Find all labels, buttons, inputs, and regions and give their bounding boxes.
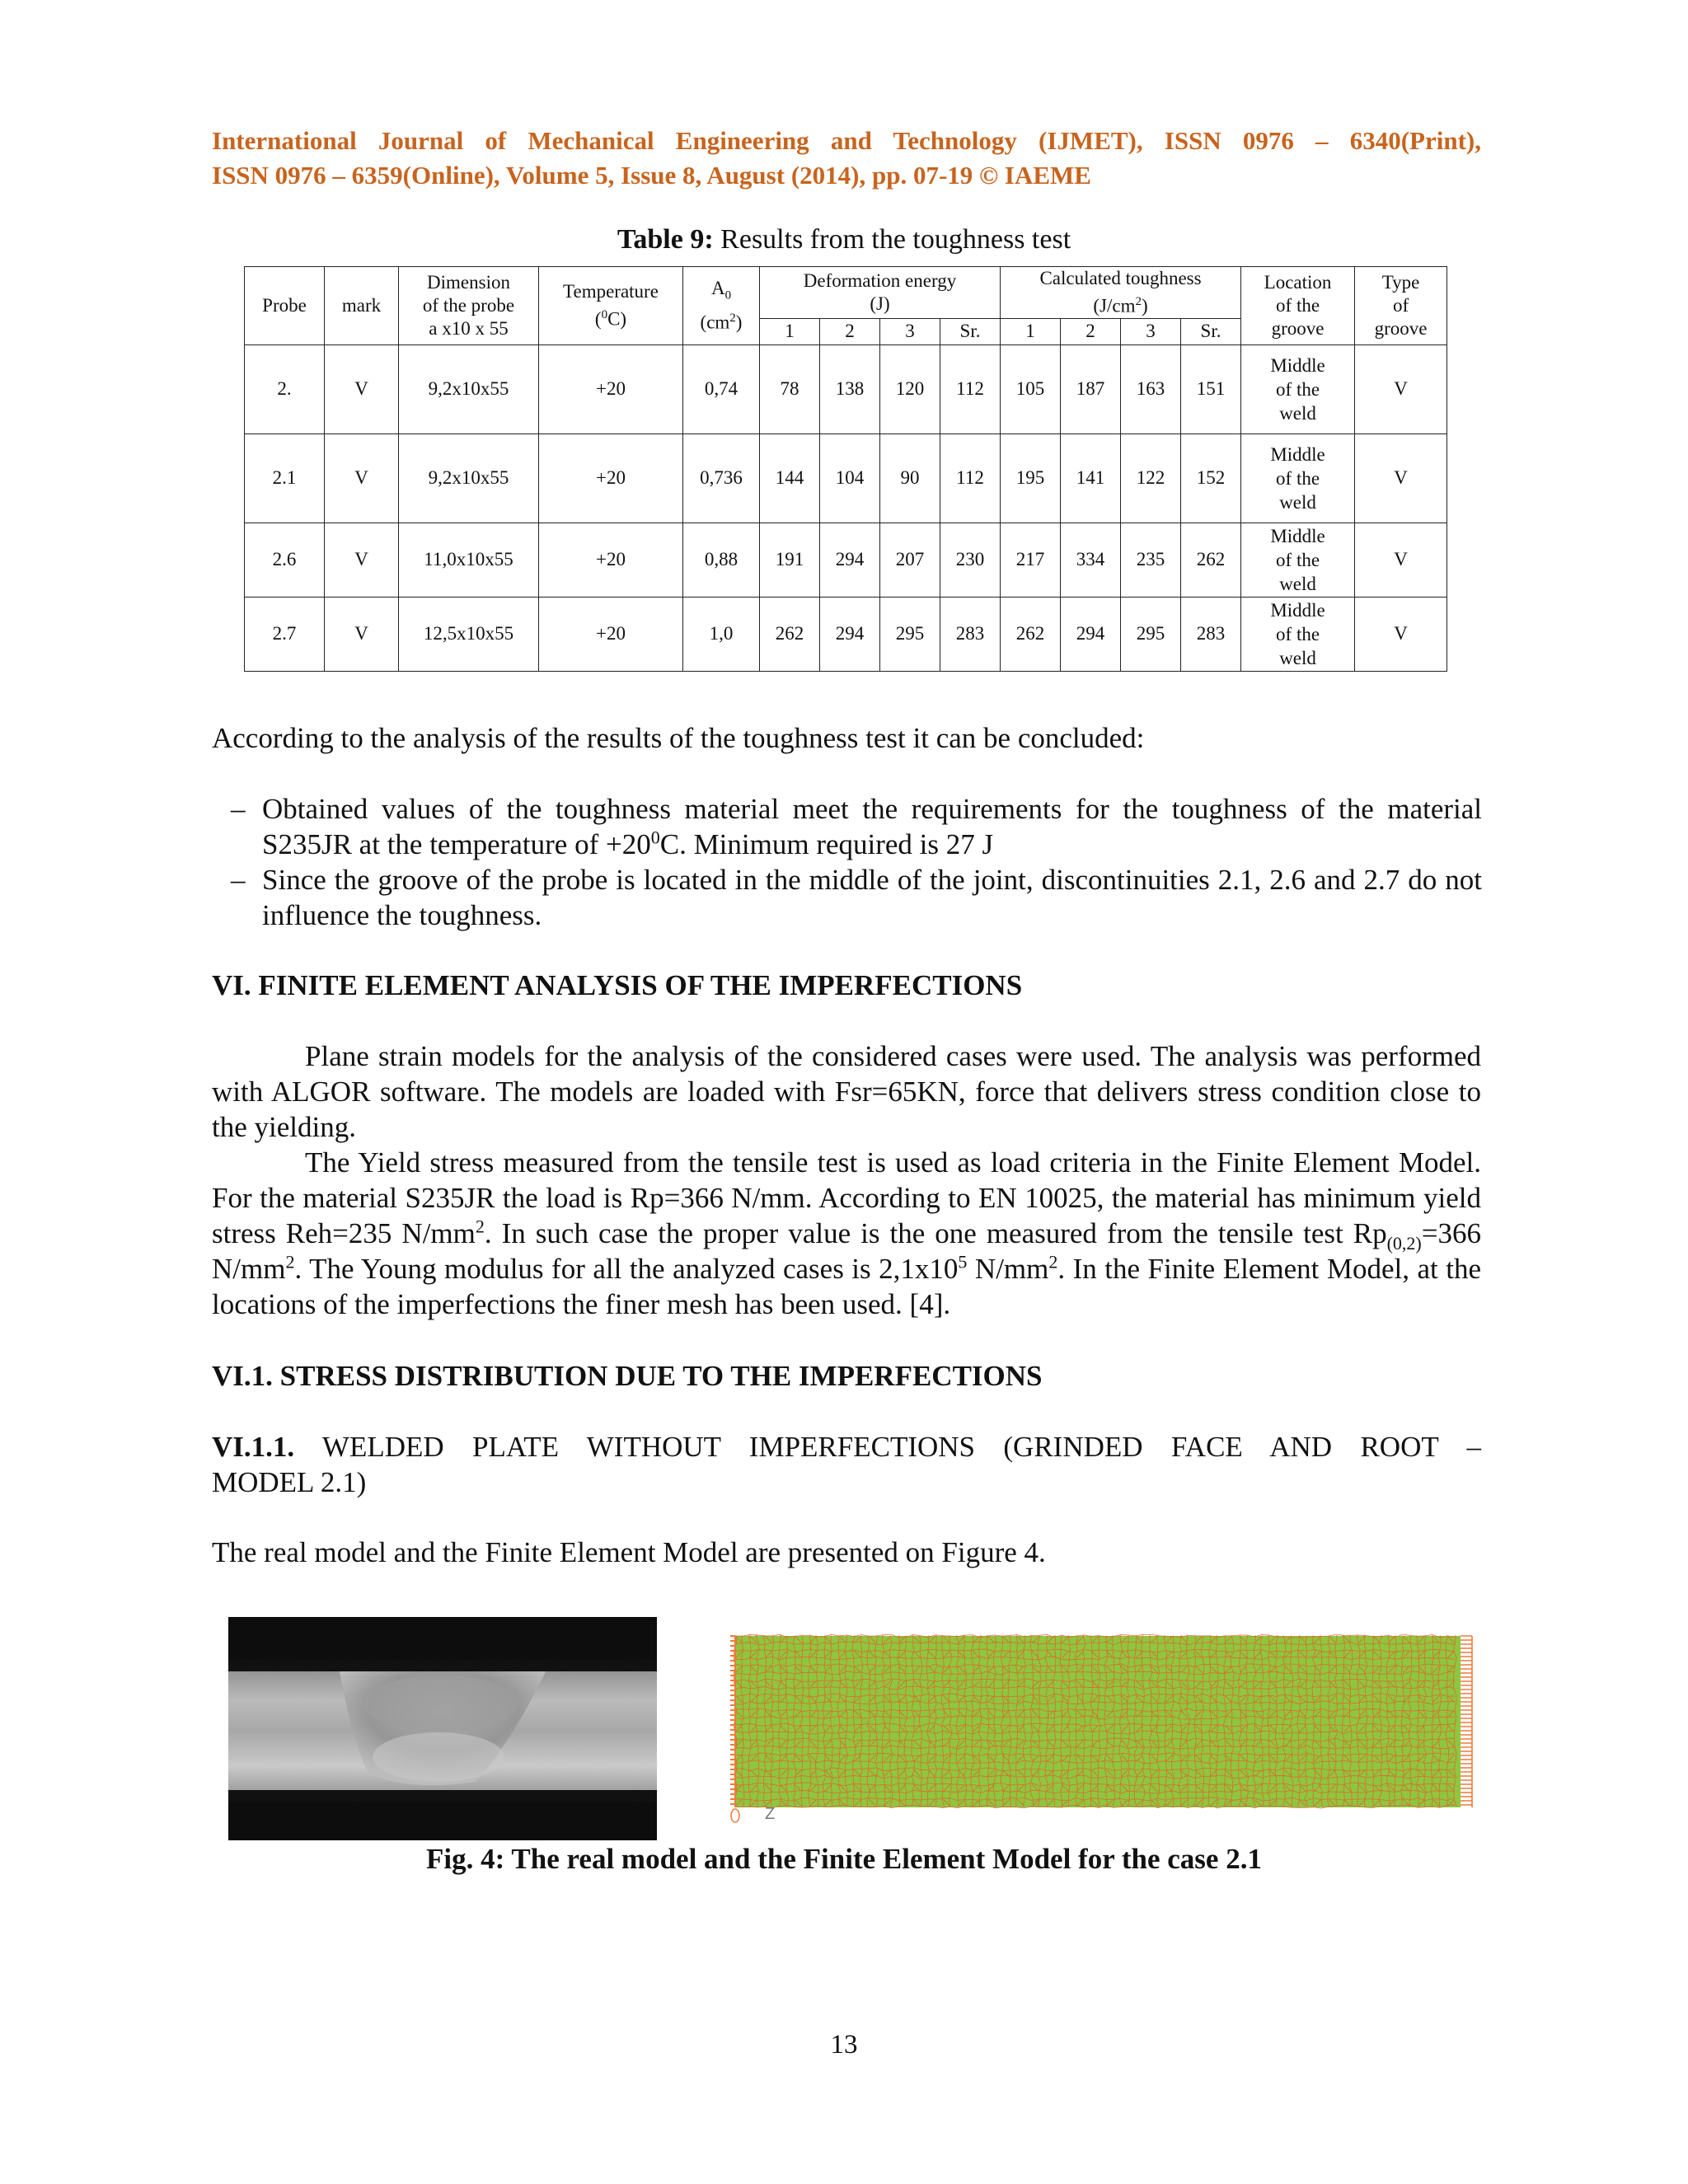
bullet-item-2 bbox=[231, 862, 1482, 933]
cell-deformation-energy: 191 bbox=[760, 523, 820, 597]
cell-toughness: 152 bbox=[1181, 434, 1241, 523]
cell-a0: 1,0 bbox=[683, 597, 760, 671]
cell-dimension: 9,2x10x55 bbox=[399, 434, 539, 523]
cell-deformation-energy: 262 bbox=[760, 597, 820, 671]
cell-temperature: +20 bbox=[539, 434, 683, 523]
section-heading-vi-1-1-line1: VI.1.1. WELDED PLATE WITHOUT IMPERFECTIONS (GRINDED FACE AND ROOT – bbox=[212, 1431, 1481, 1463]
table-body bbox=[245, 344, 1447, 671]
figure-intro-text: The real model and the Finite Element Model are presented on Figure 4. bbox=[212, 1536, 1046, 1568]
table-row bbox=[245, 344, 1447, 434]
section-vi-body bbox=[212, 1038, 1481, 1322]
cell-mark: V bbox=[325, 344, 399, 434]
cell-dimension: 12,5x10x55 bbox=[399, 597, 539, 671]
header-location bbox=[1241, 267, 1355, 345]
cell-toughness: 122 bbox=[1121, 434, 1181, 523]
bullet-item-1 bbox=[231, 791, 1482, 862]
cell-toughness: 283 bbox=[1181, 597, 1241, 671]
journal-header-line1: International Journal of Mechanical Engineering and Technology (IJMET), ISSN 0976 – 6340(Print), bbox=[212, 126, 1481, 155]
cell-location-line: Middle bbox=[1270, 354, 1325, 376]
bullet-dash: – bbox=[231, 793, 246, 825]
table-row bbox=[245, 597, 1447, 671]
fem-mesh-image bbox=[729, 1634, 1479, 1824]
table-row bbox=[245, 434, 1447, 523]
header-dimension-l3: a x10 x 55 bbox=[429, 317, 509, 339]
origin-marker bbox=[731, 1809, 739, 1822]
cell-dimension: 9,2x10x55 bbox=[399, 344, 539, 434]
weld-macro-image bbox=[228, 1617, 657, 1840]
cell-location bbox=[1241, 597, 1355, 671]
figure-caption: Fig. 4: The real model and the Finite Element Model for the case 2.1 bbox=[426, 1843, 1262, 1875]
cell-toughness: 151 bbox=[1181, 344, 1241, 434]
cell-location-line: weld bbox=[1279, 402, 1316, 424]
toughness-results-table bbox=[244, 266, 1447, 672]
constraint-marks bbox=[730, 1636, 735, 1807]
cell-toughness: 195 bbox=[1001, 434, 1061, 523]
header-a0 bbox=[683, 267, 760, 345]
real-model-photo bbox=[228, 1617, 657, 1840]
subheader-def-sr: Sr. bbox=[940, 318, 1001, 344]
header-type-l1: Type bbox=[1381, 271, 1420, 293]
header-a0-unit: $(cm^2)$ bbox=[700, 312, 743, 333]
header-toughness-label: Calculated toughness bbox=[1039, 268, 1202, 288]
table-caption bbox=[0, 224, 1688, 255]
header-type bbox=[1355, 267, 1447, 345]
journal-header bbox=[212, 124, 1481, 193]
header-dimension-l1: Dimension bbox=[427, 271, 510, 293]
header-location-l3: groove bbox=[1271, 317, 1325, 339]
cell-mark: V bbox=[325, 434, 399, 523]
cell-toughness: 294 bbox=[1061, 597, 1121, 671]
cell-deformation-energy: 78 bbox=[760, 344, 820, 434]
cell-type: V bbox=[1355, 344, 1447, 434]
cell-location-line: Middle bbox=[1270, 525, 1325, 546]
cell-deformation-energy: 294 bbox=[820, 523, 880, 597]
bullet-dash: – bbox=[231, 864, 246, 896]
cell-temperature: +20 bbox=[539, 344, 683, 434]
cell-temperature: +20 bbox=[539, 523, 683, 597]
right-load-arrows bbox=[1461, 1636, 1472, 1807]
header-probe: Probe bbox=[245, 267, 325, 345]
header-toughness-unit: $(J/cm^2)$ bbox=[1093, 295, 1148, 316]
cell-toughness: 262 bbox=[1001, 597, 1061, 671]
table-caption-text: Results from the toughness test bbox=[713, 224, 1071, 255]
cell-mark: V bbox=[325, 597, 399, 671]
cell-location-line: Middle bbox=[1270, 443, 1325, 465]
cell-location bbox=[1241, 434, 1355, 523]
cell-location-line: Middle bbox=[1270, 599, 1325, 621]
table-row bbox=[245, 523, 1447, 597]
cell-toughness: 187 bbox=[1061, 344, 1121, 434]
subheader-tough-2: 2 bbox=[1061, 318, 1121, 344]
cell-toughness: 141 bbox=[1061, 434, 1121, 523]
cell-deformation-energy: 90 bbox=[880, 434, 940, 523]
header-calculated-toughness bbox=[1001, 267, 1241, 319]
cell-a0: 0,74 bbox=[683, 344, 760, 434]
load-arrow-marks bbox=[1461, 1636, 1472, 1807]
subheader-tough-sr: Sr. bbox=[1181, 318, 1241, 344]
cell-location-line: weld bbox=[1279, 573, 1316, 594]
cell-deformation-energy: 138 bbox=[820, 344, 880, 434]
cell-deformation-energy: 207 bbox=[880, 523, 940, 597]
cell-deformation-energy: 144 bbox=[760, 434, 820, 523]
subheader-def-2: 2 bbox=[820, 318, 880, 344]
axis-label-z: Z bbox=[765, 1805, 776, 1823]
cell-location-line: of the bbox=[1276, 467, 1320, 489]
section-heading-vi-1: VI.1. STRESS DISTRIBUTION DUE TO THE IMPERFECTIONS bbox=[212, 1360, 1043, 1392]
cell-deformation-energy: 283 bbox=[940, 597, 1001, 671]
subheader-def-1: 1 bbox=[760, 318, 820, 344]
bullet-1-text: Obtained values of the toughness material meet the requirements for the toughness of the material S235JR at the temperature of +20 bbox=[262, 793, 1482, 860]
cell-location-line: of the bbox=[1276, 549, 1320, 570]
header-type-l3: groove bbox=[1374, 317, 1428, 339]
bullet-2-text: Since the groove of the probe is located in the middle of the joint, discontinuities 2.1, 2.6 and 2.7 do not influence the toughness. bbox=[262, 864, 1482, 931]
header-location-l1: Location bbox=[1264, 271, 1332, 293]
header-dimension-l2: of the probe bbox=[422, 294, 515, 316]
cell-toughness: 163 bbox=[1121, 344, 1181, 434]
cell-toughness: 262 bbox=[1181, 523, 1241, 597]
section-heading-vi-1-1-line2: MODEL 2.1) bbox=[212, 1466, 367, 1498]
cell-type: V bbox=[1355, 597, 1447, 671]
table-header-row bbox=[245, 267, 1447, 319]
cell-probe: 2.6 bbox=[245, 523, 325, 597]
header-a0-label: $A_0$ bbox=[710, 277, 732, 302]
cell-toughness: 235 bbox=[1121, 523, 1181, 597]
cell-toughness: 105 bbox=[1001, 344, 1061, 434]
cell-location bbox=[1241, 523, 1355, 597]
cell-deformation-energy: 295 bbox=[880, 597, 940, 671]
cell-probe: 2. bbox=[245, 344, 325, 434]
header-type-l2: of bbox=[1392, 294, 1409, 316]
cell-location bbox=[1241, 344, 1355, 434]
cell-deformation-energy: 104 bbox=[820, 434, 880, 523]
cell-location-line: weld bbox=[1279, 491, 1316, 513]
cell-toughness: 295 bbox=[1121, 597, 1181, 671]
header-temperature bbox=[539, 267, 683, 345]
table-caption-label: Table 9: bbox=[617, 224, 714, 255]
section-vi-paragraph-1: Plane strain models for the analysis of the considered cases were used. The analysis was performed with ALGOR software. The models are loaded with Fsr=65KN, force that delivers stress condition close to the yielding. bbox=[212, 1040, 1481, 1143]
journal-header-line2: ISSN 0976 – 6359(Online), Volume 5, Issue 8, August (2014), pp. 07-19 © IAEME bbox=[212, 161, 1091, 190]
cell-a0: 0,736 bbox=[683, 434, 760, 523]
page-number: 13 bbox=[830, 2030, 858, 2060]
header-temperature-label: Temperature bbox=[563, 281, 659, 302]
cell-deformation-energy: 120 bbox=[880, 344, 940, 434]
cell-deformation-energy: 112 bbox=[940, 434, 1001, 523]
section-heading-vi-1-1 bbox=[212, 1429, 1481, 1500]
header-deformation-energy bbox=[760, 267, 1001, 319]
cell-type: V bbox=[1355, 434, 1447, 523]
cell-deformation-energy: 112 bbox=[940, 344, 1001, 434]
cell-deformation-energy: 230 bbox=[940, 523, 1001, 597]
header-deformation-unit: (J) bbox=[870, 293, 890, 314]
cell-a0: 0,88 bbox=[683, 523, 760, 597]
section-heading-vi: VI. FINITE ELEMENT ANALYSIS OF THE IMPERFECTIONS bbox=[212, 969, 1023, 1001]
cell-location-line: of the bbox=[1276, 378, 1320, 400]
cell-probe: 2.7 bbox=[245, 597, 325, 671]
cell-mark: V bbox=[325, 523, 399, 597]
bullet-1-sup: 0 bbox=[650, 827, 660, 848]
header-dimension bbox=[399, 267, 539, 345]
cell-probe: 2.1 bbox=[245, 434, 325, 523]
subheader-tough-3: 3 bbox=[1121, 318, 1181, 344]
fem-mesh-figure bbox=[729, 1634, 1479, 1824]
bullet-1-text-end: C. Minimum required is 27 J bbox=[659, 828, 994, 860]
subheader-def-3: 3 bbox=[880, 318, 940, 344]
cell-location-line: weld bbox=[1279, 647, 1316, 668]
section-vi-paragraph-2: The Yield stress measured from the tensile test is used as load criteria in the Finite Element Model. For the material S235JR the load is Rp=366 N/mm. According to EN 10025, the material has minimum yield stress Reh=235 $N/mm^2$. In such case the proper value is the one measured from the tensile test $Rp_{(0,2)}=366$ $N/mm^2$. The Young modulus for all the analyzed cases is $2,1x10^5$ $N/mm^2$. In the Finite Element Model, at the locations of the imperfections the finer mesh has been used. [4]. bbox=[212, 1146, 1482, 1320]
cell-toughness: 217 bbox=[1001, 523, 1061, 597]
cell-deformation-energy: 294 bbox=[820, 597, 880, 671]
header-mark: mark bbox=[325, 267, 399, 345]
cell-temperature: +20 bbox=[539, 597, 683, 671]
header-location-l2: of the bbox=[1276, 294, 1320, 316]
header-deformation-label: Deformation energy bbox=[803, 269, 957, 291]
header-temperature-unit: ($^0$C) bbox=[594, 308, 627, 330]
cell-dimension: 11,0x10x55 bbox=[399, 523, 539, 597]
subheader-tough-1: 1 bbox=[1001, 318, 1061, 344]
cell-location-line: of the bbox=[1276, 623, 1320, 644]
cell-toughness: 334 bbox=[1061, 523, 1121, 597]
cell-type: V bbox=[1355, 523, 1447, 597]
conclusion-intro: According to the analysis of the results of the toughness test it can be concluded: bbox=[212, 722, 1145, 754]
